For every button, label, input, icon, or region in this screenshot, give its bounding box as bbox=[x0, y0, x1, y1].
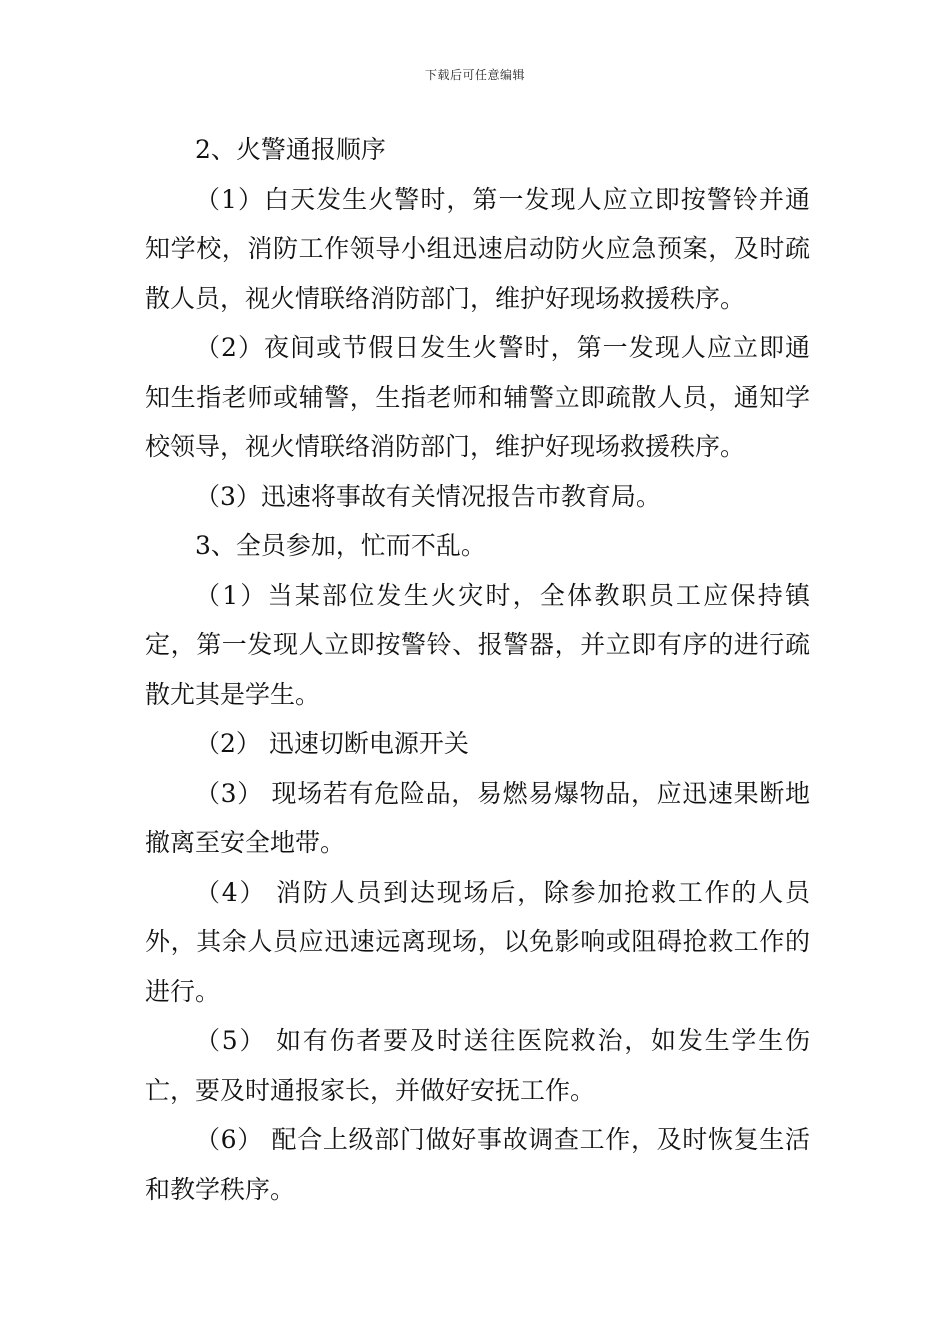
paragraph-stay-calm: （1）当某部位发生火灾时，全体教职员工应保持镇定，第一发现人立即按警铃、报警器，并立即有序的进行疏散尤其是学生。 bbox=[145, 580, 810, 709]
section-heading-all-participate: 3、全员参加，忙而不乱。 bbox=[195, 531, 486, 560]
paragraph-night-holiday-fire: （2）夜间或节假日发生火警时，第一发现人应立即通知生指老师或辅警，生指老师和辅警立即疏散人员，通知学校领导，视火情联络消防部门，维护好现场救援秩序。 bbox=[145, 333, 810, 461]
document-body bbox=[145, 125, 810, 1214]
page-header: 下载后可任意编辑 bbox=[424, 68, 525, 82]
paragraph-cut-power: （2） 迅速切断电源开关 bbox=[195, 729, 469, 758]
paragraph-investigation: （6） 配合上级部门做好事故调查工作，及时恢复生活和教学秩序。 bbox=[145, 1125, 810, 1204]
section-heading-fire-report-order: 2、火警通报顺序 bbox=[195, 135, 386, 164]
paragraph-firefighters-arrive: （4） 消防人员到达现场后，除参加抢救工作的人员外，其余人员应迅速远离现场，以免影响或阻碍抢救工作的进行。 bbox=[145, 877, 810, 1006]
paragraph-injured: （5） 如有伤者要及时送往医院救治，如发生学生伤亡，要及时通报家长，并做好安抚工作。 bbox=[145, 1026, 810, 1105]
paragraph-daytime-fire: （1）白天发生火警时，第一发现人应立即按警铃并通知学校，消防工作领导小组迅速启动防火应急预案，及时疏散人员，视火情联络消防部门，维护好现场救援秩序。 bbox=[145, 184, 810, 313]
paragraph-report-bureau: （3）迅速将事故有关情况报告市教育局。 bbox=[195, 481, 661, 511]
paragraph-hazardous-items: （3） 现场若有危险品，易燃易爆物品，应迅速果断地撤离至安全地带。 bbox=[145, 778, 810, 857]
